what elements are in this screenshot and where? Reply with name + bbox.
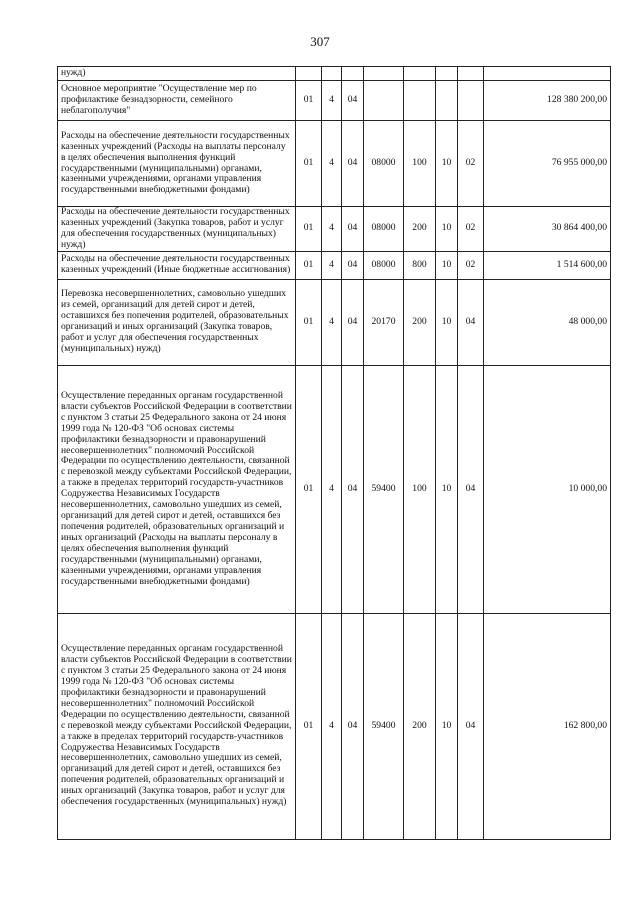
target-article-code-cell: 08000 [364,251,404,279]
expense-type-code-cell [404,81,436,121]
target-article-code-cell [364,81,404,121]
group-code-cell: 02 [458,207,484,252]
subsection-code-cell: 04 [342,81,364,121]
group-code-cell: 02 [458,121,484,207]
table-row [58,365,611,613]
expense-name-cell: Расходы на обеспечение деятельности государственных казенных учреждений (Расходы на выплаты персоналу в целях обеспечения выполнения функций государственными (муниципальными) органами, казенными учреждениями, органами управления государственными внебюджетными фондами) [58,121,296,207]
target-article-code-cell: 08000 [364,207,404,252]
budget-table-body [58,67,611,840]
table-row [58,251,611,279]
target-article-code-cell: 20170 [364,279,404,365]
source-code-cell [436,67,458,81]
subsection-code-cell [342,67,364,81]
budget-table [57,66,611,840]
table-row [58,279,611,365]
subsection-code-cell: 04 [342,365,364,613]
expense-name-cell: Основное мероприятие "Осуществление мер по профилактике безнадзорности, семейного неблагополучия" [58,81,296,121]
ministry-code-cell: 01 [296,279,322,365]
amount-cell: 128 380 200,00 [484,81,611,121]
group-code-cell [458,81,484,121]
expense-name-cell: Расходы на обеспечение деятельности государственных казенных учреждений (Иные бюджетные ассигнования) [58,251,296,279]
group-code-cell: 02 [458,251,484,279]
expense-type-code-cell: 200 [404,207,436,252]
target-article-code-cell: 59400 [364,365,404,613]
table-row [58,121,611,207]
ministry-code-cell: 01 [296,613,322,839]
ministry-code-cell [296,67,322,81]
section-code-cell: 4 [322,251,342,279]
amount-cell [484,67,611,81]
page-number: 307 [310,34,330,49]
amount-cell: 10 000,00 [484,365,611,613]
ministry-code-cell: 01 [296,81,322,121]
source-code-cell: 10 [436,121,458,207]
amount-cell: 76 955 000,00 [484,121,611,207]
ministry-code-cell: 01 [296,365,322,613]
subsection-code-cell: 04 [342,613,364,839]
section-code-cell [322,67,342,81]
expense-name-cell: Перевозка несовершеннолетних, самовольно ушедших из семей, организаций для детей сирот и детей, оставшихся без попечения родителей, образовательных организаций и иных организаций (Закупка товаров, работ и услуг для обеспечения государственных (муниципальных) нужд) [58,279,296,365]
source-code-cell: 10 [436,613,458,839]
section-code-cell: 4 [322,365,342,613]
subsection-code-cell: 04 [342,207,364,252]
subsection-code-cell: 04 [342,121,364,207]
expense-type-code-cell: 200 [404,613,436,839]
table-row [58,613,611,839]
expense-type-code-cell [404,67,436,81]
expense-name-cell: Расходы на обеспечение деятельности государственных казенных учреждений (Закупка товаров, работ и услуг для обеспечения государственных (муниципальных) нужд) [58,207,296,252]
ministry-code-cell: 01 [296,207,322,252]
subsection-code-cell: 04 [342,251,364,279]
source-code-cell: 10 [436,207,458,252]
amount-cell: 1 514 600,00 [484,251,611,279]
amount-cell: 162 800,00 [484,613,611,839]
table-row [58,81,611,121]
expense-type-code-cell: 100 [404,365,436,613]
expense-name-cell: Осуществление переданных органам государственной власти субъектов Российской Федерации в соответствии с пунктом 3 статьи 25 Федерального закона от 24 июня 1999 года № 120-ФЗ "Об основах системы профилактики безнадзорности и правонарушений несовершеннолетних" полномочий Российской Федерации по осуществлению деятельности, связанной с перевозкой между субъектами Российской Федерации, а также в пределах территорий государств-участников Содружества Независимых Государств несовершеннолетних, самовольно ушедших из семей, организаций для детей сирот и детей, оставшихся без попечения родителей, образовательных организаций и иных организаций (Закупка товаров, работ и услуг для обеспечения государственных (муниципальных) нужд) [58,613,296,839]
section-code-cell: 4 [322,207,342,252]
source-code-cell: 10 [436,279,458,365]
source-code-cell: 10 [436,251,458,279]
group-code-cell: 04 [458,613,484,839]
ministry-code-cell: 01 [296,121,322,207]
expense-type-code-cell: 200 [404,279,436,365]
target-article-code-cell: 08000 [364,121,404,207]
expense-name-cell: нужд) [58,67,296,81]
subsection-code-cell: 04 [342,279,364,365]
section-code-cell: 4 [322,81,342,121]
group-code-cell: 04 [458,279,484,365]
source-code-cell: 10 [436,365,458,613]
table-row [58,207,611,252]
group-code-cell [458,67,484,81]
ministry-code-cell: 01 [296,251,322,279]
group-code-cell: 04 [458,365,484,613]
target-article-code-cell [364,67,404,81]
expense-name-cell: Осуществление переданных органам государственной власти субъектов Российской Федерации в соответствии с пунктом 3 статьи 25 Федерального закона от 24 июня 1999 года № 120-ФЗ "Об основах системы профилактики безнадзорности и правонарушений несовершеннолетних" полномочий Российской Федерации по осуществлению деятельности, связанной с перевозкой между субъектами Российской Федерации, а также в пределах территорий государств-участников Содружества Независимых Государств несовершеннолетних, самовольно ушедших из семей, организаций для детей сирот и детей, оставшихся без попечения родителей, образовательных организаций и иных организаций (Расходы на выплаты персоналу в целях обеспечения выполнения функций государственными (муниципальными) органами, казенными учреждениями, органами управления государственными внебюджетными фондами) [58,365,296,613]
expense-type-code-cell: 800 [404,251,436,279]
target-article-code-cell: 59400 [364,613,404,839]
expense-type-code-cell: 100 [404,121,436,207]
source-code-cell [436,81,458,121]
section-code-cell: 4 [322,279,342,365]
section-code-cell: 4 [322,613,342,839]
table-row [58,67,611,81]
amount-cell: 30 864 400,00 [484,207,611,252]
section-code-cell: 4 [322,121,342,207]
amount-cell: 48 000,00 [484,279,611,365]
